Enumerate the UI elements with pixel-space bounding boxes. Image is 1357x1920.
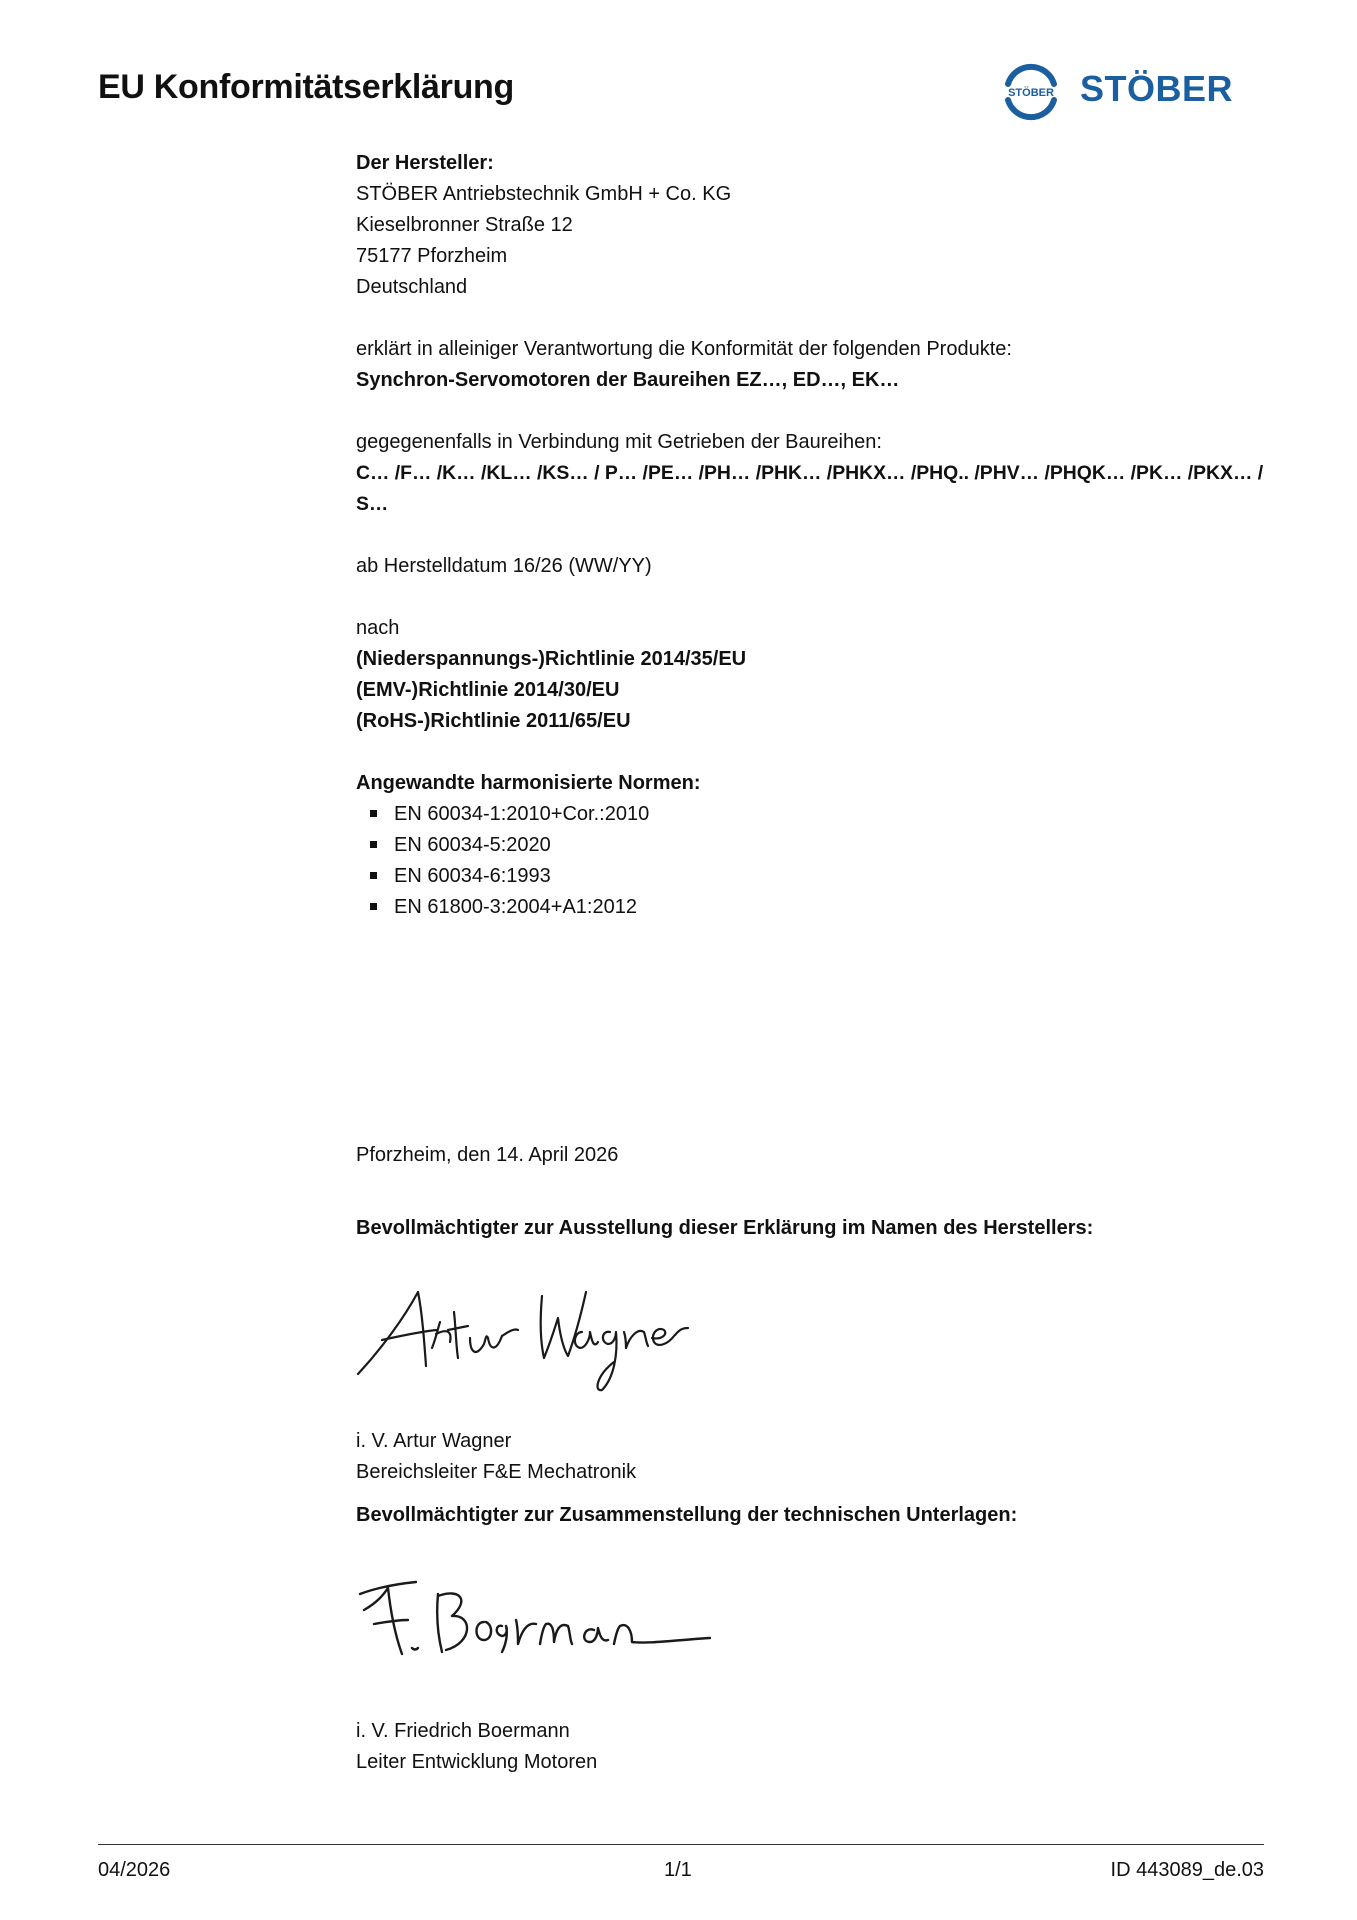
footer-page-number: 1/1 [664,1859,692,1881]
standard-label: EN 60034-5:2020 [394,834,551,856]
signatory2-title: Leiter Entwicklung Motoren [356,1751,598,1773]
declaration-intro: erklärt in alleiniger Verantwortung die Konformität der folgenden Produkte: [356,338,1012,360]
standard-item [356,892,1276,923]
signatory1-title: Bereichsleiter F&E Mechatronik [356,1461,637,1483]
standards-list [356,799,1276,923]
place-and-date: Pforzheim, den 14. April 2026 [356,1144,619,1166]
bullet-icon [370,810,377,817]
standard-item [356,861,1276,892]
directives-intro: nach [356,617,400,639]
logo-wordmark: STÖBER [1080,68,1234,109]
manufacturer-country: Deutschland [356,276,468,298]
signatory2-role: Bevollmächtigter zur Zusammenstellung der technischen Unterlagen: [356,1504,1018,1526]
standard-item [356,799,1276,830]
gearbox-intro: gegegenenfalls in Verbindung mit Getrieben der Baureihen: [356,431,882,453]
signatory1-block [356,1426,636,1488]
signatory2-block [356,1716,597,1778]
bullet-icon [370,903,377,910]
standard-label: EN 61800-3:2004+A1:2012 [394,896,637,918]
standard-item [356,830,1276,861]
gearbox-series-line-1: C… /F… /K… /KL… /KS… / P… /PE… /PH… /PHK… /PHKX… /PHQ.. /PHV… /PHQK… /PK… /PKX… / [356,462,1264,484]
footer-document-id: ID 443089_de.03 [1110,1859,1264,1881]
manufacturer-street: Kieselbronner Straße 12 [356,214,573,236]
directive-item: (EMV-)Richtlinie 2014/30/EU [356,679,620,701]
signatory1-role: Bevollmächtigter zur Ausstellung dieser Erklärung im Namen des Herstellers: [356,1217,1094,1239]
standard-label: EN 60034-6:1993 [394,865,551,887]
signatory1-name: i. V. Artur Wagner [356,1430,512,1452]
bullet-icon [370,841,377,848]
gearbox-series-line-2: S… [356,493,389,515]
bullet-icon [370,872,377,879]
manufacturer-city: 75177 Pforzheim [356,245,508,267]
logo-ring-icon [1000,62,1062,122]
document-title: EU Konformitätserklärung [98,68,514,106]
footer-divider [98,1844,1264,1845]
manufacture-date: ab Herstelldatum 16/26 (WW/YY) [356,555,652,577]
directive-item: (Niederspannungs-)Richtlinie 2014/35/EU [356,648,747,670]
footer-date: 04/2026 [98,1859,171,1881]
manufacturer-heading: Der Hersteller: [356,152,494,174]
directive-item: (RoHS-)Richtlinie 2011/65/EU [356,710,631,732]
logo-ring-text: STÖBER [1008,87,1054,99]
product-series: Synchron-Servomotoren der Baureihen EZ…, ED…, EK… [356,369,900,391]
signatory2-name: i. V. Friedrich Boermann [356,1720,570,1742]
signature-boermann-icon [356,1570,716,1670]
declaration-body [356,148,1276,923]
manufacturer-name: STÖBER Antriebstechnik GmbH + Co. KG [356,183,732,205]
standards-heading: Angewandte harmonisierte Normen: [356,772,701,794]
signature-wagner-icon [352,1278,692,1396]
stober-logo [1000,62,1270,122]
standard-label: EN 60034-1:2010+Cor.:2010 [394,803,650,825]
